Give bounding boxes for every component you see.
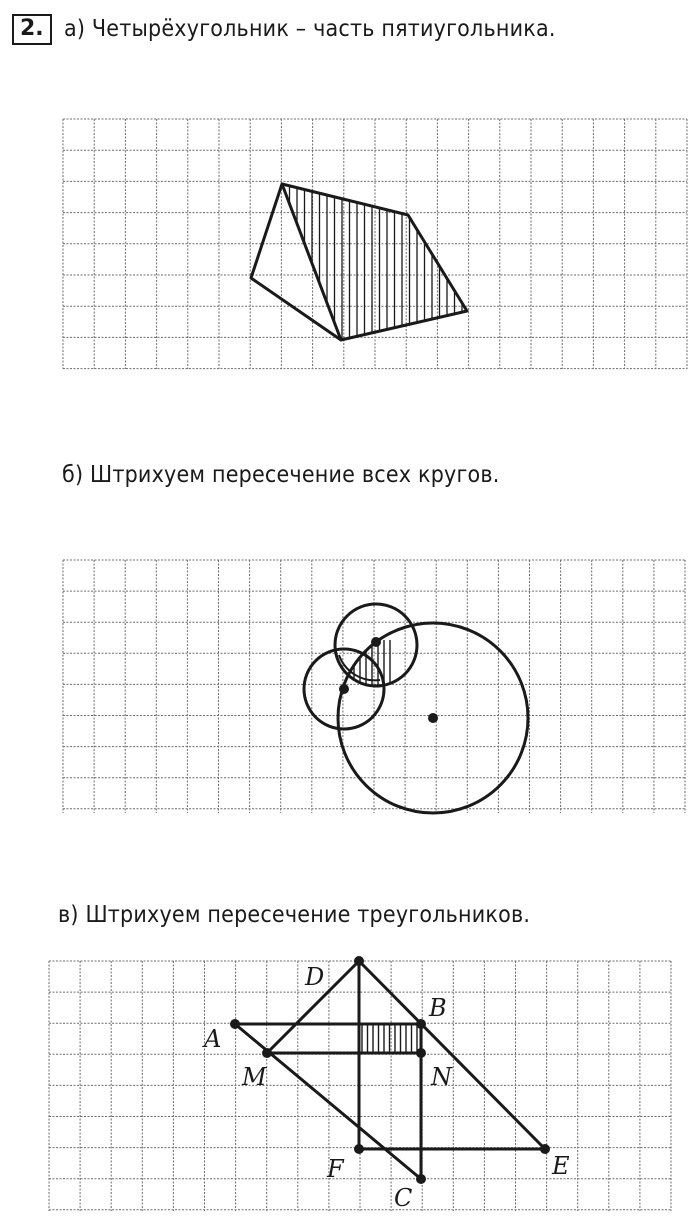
label-e: E (552, 1152, 570, 1180)
center-left (339, 684, 349, 694)
label-d: D (305, 963, 325, 991)
label-f: F (327, 1155, 344, 1183)
point-n (416, 1048, 426, 1058)
center-top (371, 637, 381, 647)
point-f (354, 1144, 364, 1154)
triangles-intersection-hatching (362, 1022, 417, 1054)
point-e (540, 1144, 550, 1154)
point-m (262, 1048, 272, 1058)
triangle-def (359, 961, 545, 1149)
label-a: A (204, 1025, 222, 1053)
label-c: C (394, 1184, 413, 1212)
task-number: 2. (12, 14, 52, 45)
label-m: M (242, 1063, 267, 1091)
point-c (416, 1174, 426, 1184)
caption-part-c: в) Штрихуем пересечение треугольников. (58, 902, 531, 928)
caption-part-a: а) Четырёхугольник – часть пятиугольника. (64, 16, 556, 42)
center-large (428, 713, 438, 723)
figure-part-c (202, 956, 570, 1212)
point-a (230, 1019, 240, 1029)
point-b (416, 1019, 426, 1029)
label-n: N (431, 1063, 452, 1091)
figure-part-b (304, 604, 528, 813)
point-d (354, 956, 364, 966)
triangle-dmn (267, 961, 421, 1053)
pentagon (251, 184, 467, 340)
caption-part-b: б) Штрихуем пересечение всех кругов. (62, 462, 500, 488)
figure-part-a (251, 180, 467, 345)
label-b: B (429, 994, 447, 1022)
